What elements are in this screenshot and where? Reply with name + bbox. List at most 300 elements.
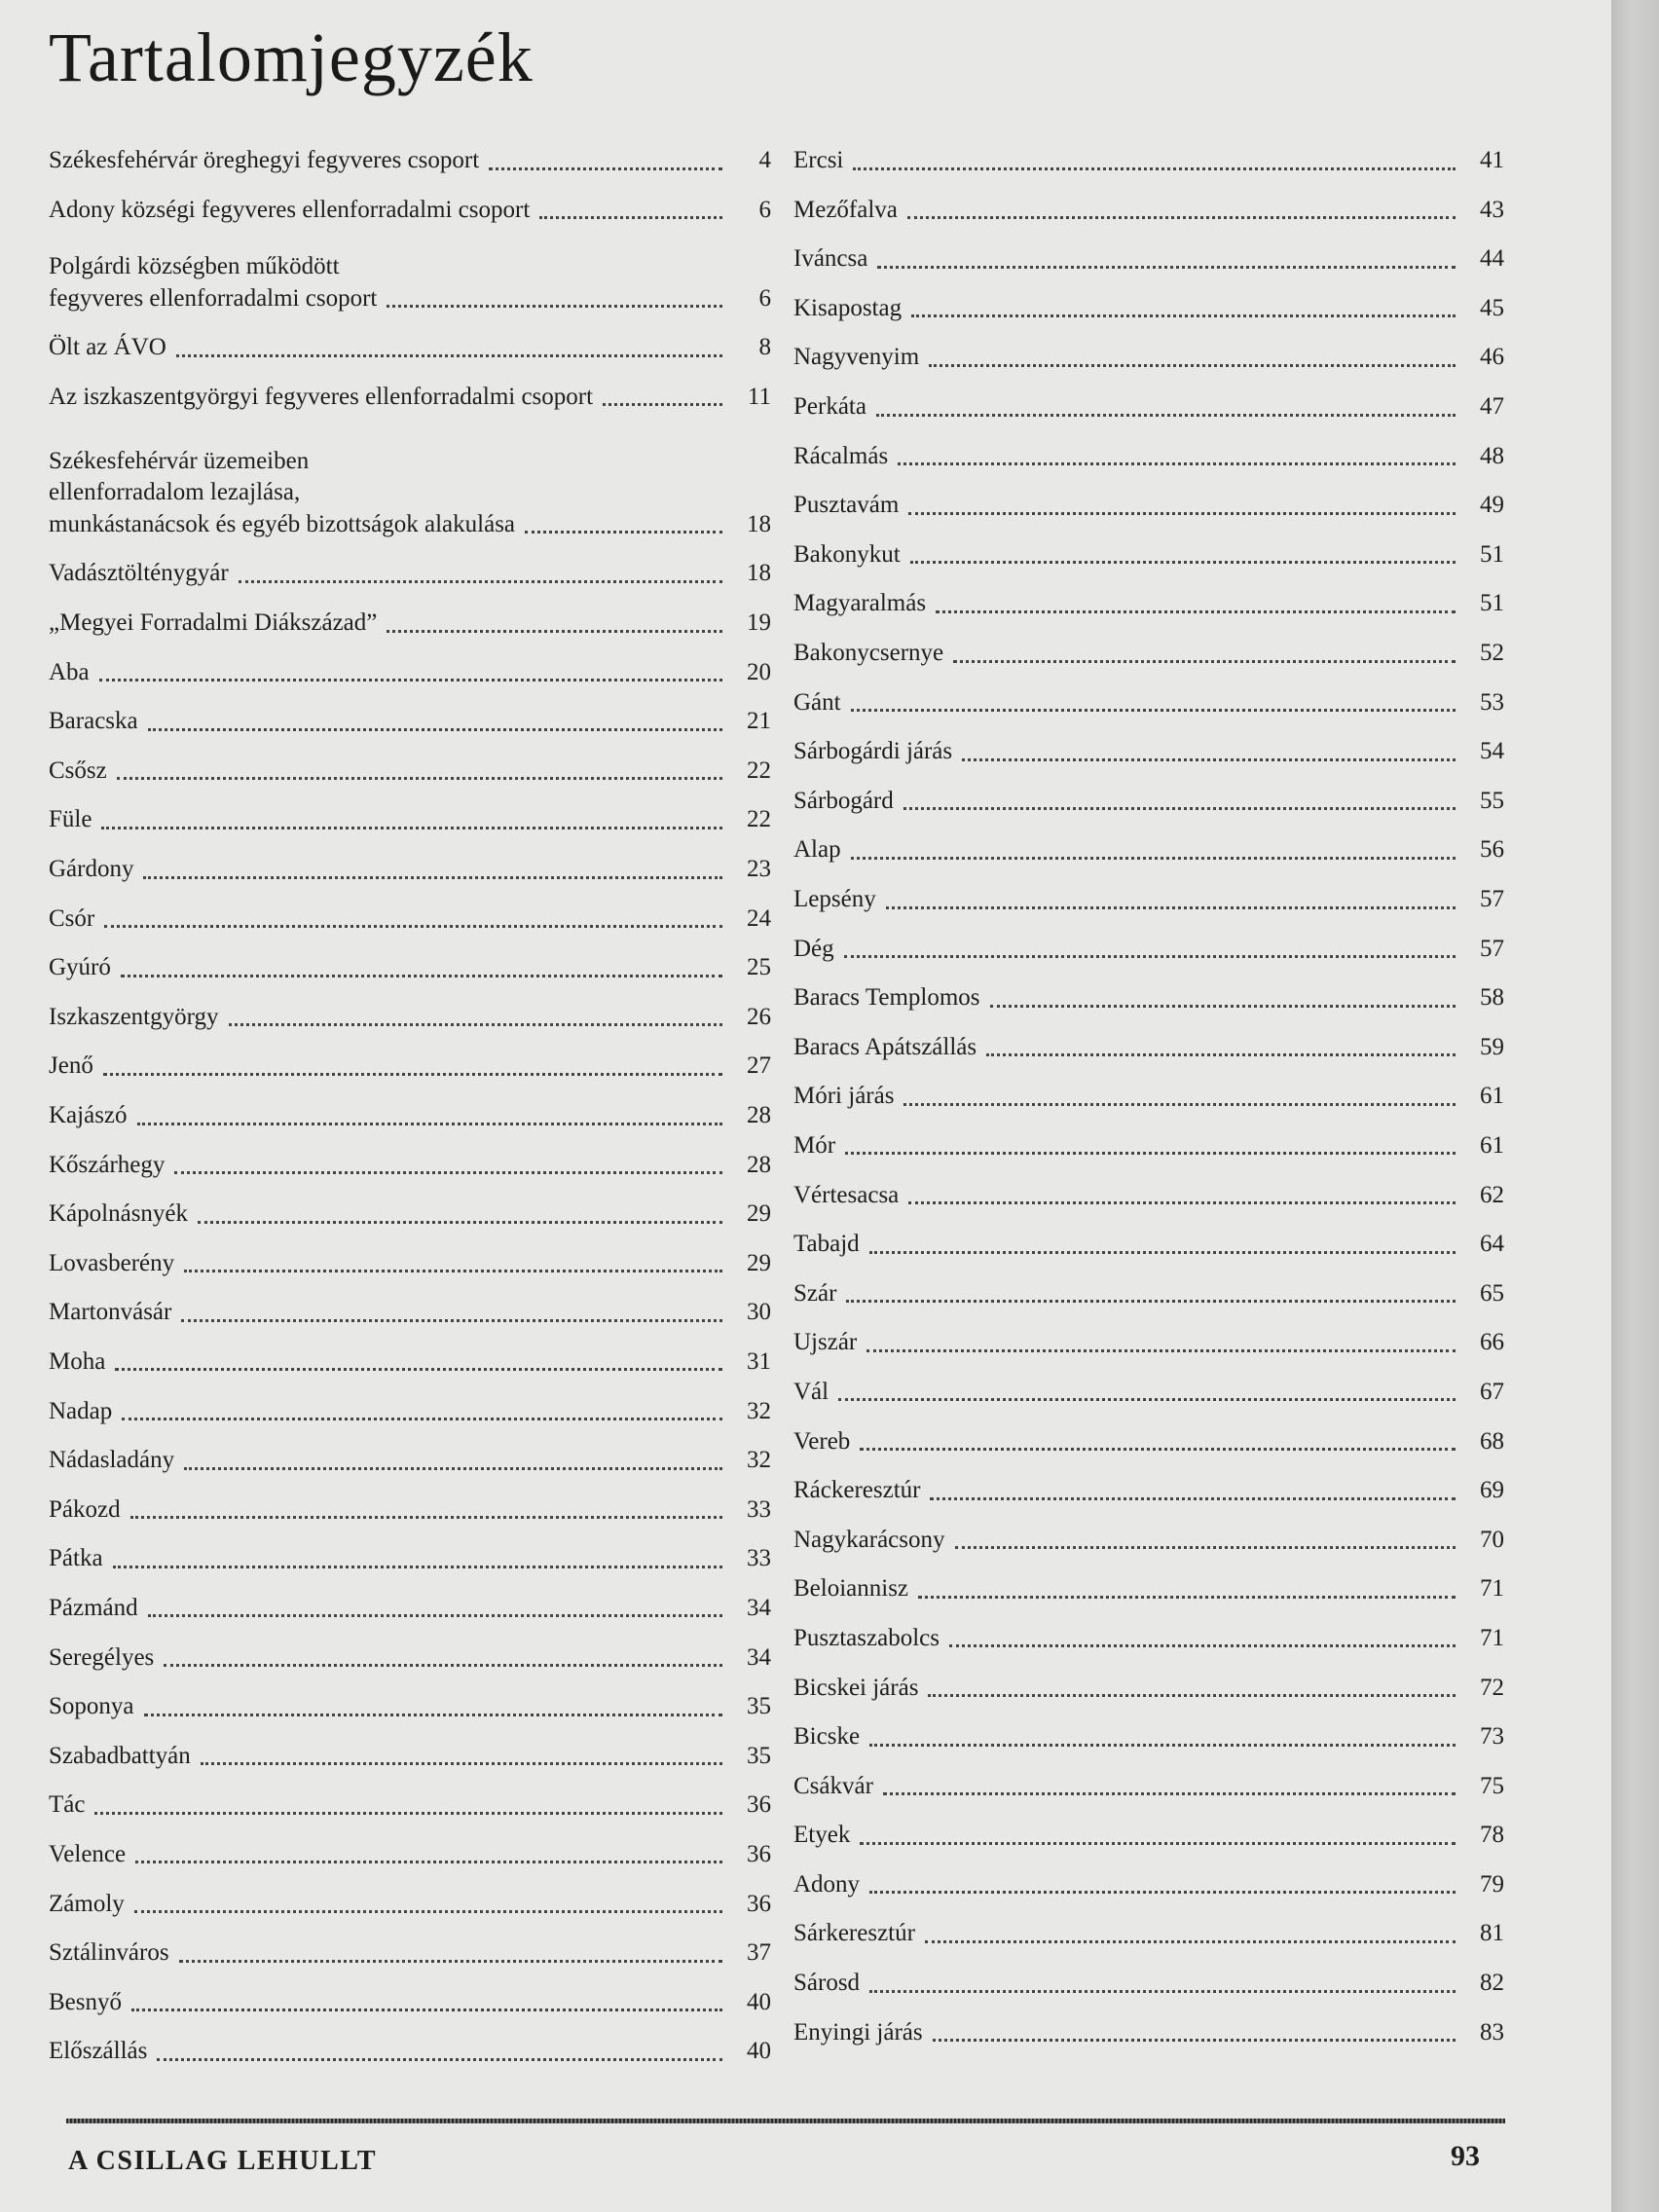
toc-entry-title: Polgárdi községben működött fegyveres ellenforradalmi csoport bbox=[49, 253, 378, 312]
toc-entry bbox=[49, 1239, 771, 1289]
dot-leader bbox=[869, 1990, 1456, 1993]
toc-entry bbox=[793, 1713, 1504, 1762]
dot-leader bbox=[877, 266, 1456, 269]
toc-entry-title: Gánt bbox=[793, 688, 841, 716]
dot-leader bbox=[860, 1842, 1456, 1845]
toc-right-column bbox=[793, 136, 1504, 2057]
dot-leader bbox=[176, 354, 722, 357]
toc-entry-title: Nádasladány bbox=[49, 1447, 175, 1474]
toc-entry-title: Kőszárhegy bbox=[49, 1151, 166, 1178]
dot-leader bbox=[851, 857, 1456, 860]
toc-entry-title: Beloiannisz bbox=[793, 1575, 909, 1603]
toc-entry-title: Csákvár bbox=[793, 1772, 873, 1799]
toc-entry-page: 27 bbox=[747, 1052, 771, 1080]
dot-leader bbox=[181, 1319, 722, 1322]
toc-entry-title: Mezőfalva bbox=[793, 196, 898, 223]
toc-entry-title: Ráckeresztúr bbox=[793, 1477, 921, 1504]
dot-leader bbox=[838, 1398, 1456, 1401]
toc-entry bbox=[793, 1565, 1504, 1614]
toc-entry-title: Sárosd bbox=[793, 1970, 861, 1997]
toc-entry bbox=[49, 1091, 771, 1141]
toc-entry-page: 71 bbox=[1480, 1624, 1504, 1651]
toc-entry bbox=[793, 826, 1504, 875]
toc-entry-page: 34 bbox=[747, 1643, 771, 1671]
toc-entry-page: 66 bbox=[1480, 1329, 1504, 1356]
toc-entry-title: Adony községi fegyveres ellenforradalmi csoport bbox=[49, 196, 531, 223]
toc-entry-page: 57 bbox=[1480, 935, 1504, 962]
dot-leader bbox=[908, 512, 1456, 515]
toc-entry-page: 75 bbox=[1480, 1772, 1504, 1799]
toc-entry bbox=[793, 1614, 1504, 1664]
toc-entry-title: Bicske bbox=[793, 1723, 861, 1751]
toc-entry bbox=[49, 1190, 771, 1239]
toc-entry-page: 47 bbox=[1480, 393, 1504, 421]
toc-entry-title: Baracs Apátszállás bbox=[793, 1033, 977, 1060]
dot-leader bbox=[903, 807, 1456, 810]
toc-entry-page: 33 bbox=[747, 1545, 771, 1572]
toc-entry-page: 23 bbox=[747, 856, 771, 883]
toc-entry-page: 73 bbox=[1480, 1723, 1504, 1751]
toc-entry bbox=[49, 1978, 771, 2028]
dot-leader bbox=[122, 1418, 722, 1420]
toc-entry-title: Móri járás bbox=[793, 1083, 895, 1110]
toc-entry-title: Csór bbox=[49, 904, 95, 932]
dot-leader bbox=[94, 1812, 722, 1815]
dot-leader bbox=[962, 758, 1456, 761]
toc-entry bbox=[793, 679, 1504, 728]
toc-entry-title: Baracska bbox=[49, 708, 138, 735]
toc-entry-title: Nadap bbox=[49, 1397, 113, 1424]
dot-leader bbox=[953, 660, 1456, 663]
toc-entry bbox=[793, 1959, 1504, 2009]
toc-entry bbox=[793, 1122, 1504, 1171]
toc-entry-page: 48 bbox=[1480, 442, 1504, 469]
toc-entry-page: 20 bbox=[747, 658, 771, 685]
toc-entry-title: Ercsi bbox=[793, 147, 844, 174]
dot-leader bbox=[115, 1368, 722, 1371]
toc-entry bbox=[793, 1220, 1504, 1270]
dot-leader bbox=[143, 876, 722, 879]
footer-book-title: A CSILLAG LEHULLT bbox=[68, 2146, 378, 2176]
dot-leader bbox=[908, 1201, 1456, 1204]
toc-entry bbox=[49, 186, 771, 236]
toc-entry-title: Sárkeresztúr bbox=[793, 1920, 915, 1947]
toc-entry-page: 40 bbox=[747, 2038, 771, 2065]
dot-leader bbox=[918, 1596, 1456, 1599]
toc-entry-title: Enyingi járás bbox=[793, 2018, 923, 2046]
dot-leader bbox=[99, 679, 722, 682]
toc-entry-page: 67 bbox=[1480, 1378, 1504, 1405]
toc-entry-page: 6 bbox=[758, 196, 771, 223]
toc-entry-page: 40 bbox=[747, 1988, 771, 2015]
toc-entry-title: Sárbogárd bbox=[793, 787, 894, 814]
toc-entry-page: 58 bbox=[1480, 984, 1504, 1012]
toc-entry-page: 45 bbox=[1480, 294, 1504, 321]
toc-entry-title: Sárbogárdi járás bbox=[793, 738, 953, 765]
toc-entry-title: Szabadbattyán bbox=[49, 1742, 191, 1769]
dot-leader bbox=[986, 1053, 1456, 1056]
toc-entry-page: 18 bbox=[747, 510, 771, 537]
toc-entry-page: 29 bbox=[747, 1249, 771, 1276]
toc-entry bbox=[49, 1288, 771, 1338]
toc-entry-title: Kisapostag bbox=[793, 294, 903, 321]
toc-entry-page: 79 bbox=[1480, 1870, 1504, 1898]
toc-entry bbox=[49, 422, 771, 549]
toc-entry-page: 59 bbox=[1480, 1033, 1504, 1060]
toc-entry-page: 57 bbox=[1480, 886, 1504, 912]
toc-entry-page: 64 bbox=[1480, 1231, 1504, 1258]
toc-entry-page: 68 bbox=[1480, 1427, 1504, 1455]
toc-entry bbox=[49, 1633, 771, 1682]
toc-entry-title: Vereb bbox=[793, 1427, 851, 1455]
toc-entry-title: Bakonycsernye bbox=[793, 640, 944, 667]
toc-entry-page: 35 bbox=[747, 1693, 771, 1720]
toc-entry bbox=[49, 845, 771, 895]
toc-entry-page: 30 bbox=[747, 1299, 771, 1326]
toc-entry-page: 69 bbox=[1480, 1477, 1504, 1504]
toc-entry-page: 53 bbox=[1480, 688, 1504, 716]
toc-entry-page: 36 bbox=[747, 1890, 771, 1917]
toc-entry bbox=[49, 1830, 771, 1880]
dot-leader bbox=[148, 728, 722, 731]
toc-entry-title: Perkáta bbox=[793, 393, 866, 421]
toc-entry-page: 44 bbox=[1480, 245, 1504, 273]
toc-entry-page: 36 bbox=[747, 1840, 771, 1867]
toc-entry-page: 49 bbox=[1480, 492, 1504, 519]
toc-entry bbox=[793, 1318, 1504, 1368]
toc-entry-title: Pusztaszabolcs bbox=[793, 1624, 940, 1651]
dot-leader bbox=[955, 1546, 1456, 1549]
dot-leader bbox=[489, 167, 722, 170]
dot-leader bbox=[949, 1644, 1456, 1647]
toc-entry-page: 43 bbox=[1480, 196, 1504, 223]
toc-entry-title: Füle bbox=[49, 806, 92, 833]
toc-entry-title: Moha bbox=[49, 1347, 106, 1375]
toc-entry-title: Bakonykut bbox=[793, 540, 901, 568]
toc-entry-title: Soponya bbox=[49, 1693, 134, 1720]
dot-leader bbox=[103, 1073, 722, 1076]
toc-entry bbox=[49, 697, 771, 747]
toc-entry bbox=[793, 579, 1504, 629]
toc-entry bbox=[49, 549, 771, 599]
dot-leader bbox=[539, 216, 722, 219]
toc-entry-title: Alap bbox=[793, 836, 841, 864]
dot-leader bbox=[148, 1614, 722, 1617]
toc-entry bbox=[49, 2027, 771, 2077]
toc-entry-page: 36 bbox=[747, 1791, 771, 1819]
toc-entry bbox=[793, 629, 1504, 679]
dot-leader bbox=[911, 314, 1456, 317]
toc-entry bbox=[793, 383, 1504, 432]
toc-entry-page: 25 bbox=[747, 954, 771, 981]
dot-leader bbox=[860, 1448, 1456, 1451]
dot-leader bbox=[134, 1910, 722, 1913]
toc-entry bbox=[49, 648, 771, 698]
dot-leader bbox=[239, 580, 722, 583]
footer-rule bbox=[66, 2119, 1505, 2123]
toc-entry bbox=[793, 777, 1504, 827]
toc-entry-title: Tabajd bbox=[793, 1231, 860, 1258]
toc-entry-title: Lovasberény bbox=[49, 1249, 175, 1276]
toc-entry bbox=[49, 599, 771, 648]
toc-entry-page: 31 bbox=[747, 1347, 771, 1375]
toc-entry-title: Magyaralmás bbox=[793, 590, 927, 617]
dot-leader bbox=[866, 1349, 1456, 1352]
toc-entry-page: 34 bbox=[747, 1594, 771, 1621]
toc-entry-title: Kápolnásnyék bbox=[49, 1200, 189, 1228]
toc-entry bbox=[793, 1861, 1504, 1910]
toc-entry-title: Gyúró bbox=[49, 954, 111, 981]
dot-leader bbox=[886, 906, 1456, 909]
toc-entry-title: Besnyő bbox=[49, 1988, 122, 2015]
toc-entry-page: 52 bbox=[1480, 640, 1504, 667]
dot-leader bbox=[101, 827, 722, 830]
dot-leader bbox=[929, 364, 1456, 367]
toc-entry bbox=[49, 795, 771, 845]
toc-entry-page: 32 bbox=[747, 1447, 771, 1474]
toc-entry-title: Etyek bbox=[793, 1822, 851, 1849]
toc-entry bbox=[793, 925, 1504, 975]
toc-entry-title: Gárdony bbox=[49, 856, 134, 883]
dot-leader bbox=[903, 1103, 1456, 1106]
toc-entry-page: 35 bbox=[747, 1742, 771, 1769]
toc-entry-page: 51 bbox=[1480, 540, 1504, 568]
toc-entry-page: 70 bbox=[1480, 1526, 1504, 1553]
toc-entry-title: Iváncsa bbox=[793, 245, 868, 273]
dot-leader bbox=[130, 1516, 722, 1519]
dot-leader bbox=[869, 1744, 1456, 1747]
dot-leader bbox=[184, 1270, 722, 1272]
toc-entry-title: Aba bbox=[49, 658, 90, 685]
dot-leader bbox=[121, 975, 722, 977]
toc-entry bbox=[793, 2009, 1504, 2058]
toc-entry bbox=[49, 1338, 771, 1387]
dot-leader bbox=[164, 1664, 722, 1667]
footer-page-number: 93 bbox=[1451, 2140, 1480, 2172]
toc-entry-page: 18 bbox=[747, 560, 771, 587]
toc-entry-title: Vadásztölténygyár bbox=[49, 560, 229, 587]
toc-entry-title: Seregélyes bbox=[49, 1643, 155, 1671]
toc-entry-title: Pákozd bbox=[49, 1495, 121, 1523]
toc-entry-title: Velence bbox=[49, 1840, 127, 1867]
toc-entry bbox=[793, 432, 1504, 482]
dot-leader bbox=[179, 1960, 722, 1963]
toc-entry-title: Iszkaszentgyörgy bbox=[49, 1003, 219, 1030]
dot-leader bbox=[898, 462, 1456, 465]
dot-leader bbox=[387, 630, 722, 633]
toc-entry bbox=[793, 136, 1504, 186]
toc-entry bbox=[49, 1732, 771, 1782]
toc-entry-page: 72 bbox=[1480, 1674, 1504, 1701]
toc-entry-title: Vértesacsa bbox=[793, 1181, 900, 1208]
dot-leader bbox=[869, 1891, 1456, 1894]
toc-entry-title: Nagykarácsony bbox=[793, 1526, 945, 1553]
toc-entry-page: 11 bbox=[747, 383, 771, 410]
toc-entry bbox=[793, 1811, 1504, 1861]
dot-leader bbox=[936, 610, 1456, 613]
toc-entry bbox=[49, 1781, 771, 1830]
toc-entry bbox=[49, 136, 771, 186]
toc-entry-title: Dég bbox=[793, 935, 834, 962]
toc-entry-title: Bicskei járás bbox=[793, 1674, 919, 1701]
toc-entry-page: 32 bbox=[747, 1397, 771, 1424]
dot-leader bbox=[990, 1005, 1456, 1008]
toc-entry-title: „Megyei Forradalmi Diákszázad” bbox=[49, 609, 378, 637]
toc-entry-page: 29 bbox=[747, 1200, 771, 1228]
toc-entry-page: 28 bbox=[747, 1102, 771, 1128]
toc-entry-title: Tác bbox=[49, 1791, 86, 1819]
toc-entry-title: Vál bbox=[793, 1378, 830, 1405]
toc-entry-title: Lepsény bbox=[793, 886, 876, 912]
toc-entry-page: 78 bbox=[1480, 1822, 1504, 1849]
dot-leader bbox=[910, 561, 1456, 564]
dot-leader bbox=[157, 2058, 722, 2061]
toc-entry-page: 65 bbox=[1480, 1279, 1504, 1307]
toc-entry-title: Nagyvenyim bbox=[793, 344, 920, 371]
dot-leader bbox=[845, 1152, 1456, 1155]
dot-leader bbox=[933, 2039, 1456, 2042]
toc-entry-page: 21 bbox=[747, 708, 771, 735]
dot-leader bbox=[104, 925, 722, 928]
dot-leader bbox=[137, 1123, 722, 1125]
dot-leader bbox=[846, 1300, 1456, 1303]
toc-entry-page: 82 bbox=[1480, 1970, 1504, 1997]
toc-entry bbox=[793, 284, 1504, 334]
toc-entry-title: Baracs Templomos bbox=[793, 984, 980, 1012]
dot-leader bbox=[603, 403, 722, 406]
toc-entry-page: 8 bbox=[758, 334, 771, 361]
book-gutter bbox=[1611, 0, 1659, 2212]
dot-leader bbox=[930, 1497, 1456, 1500]
toc-entry bbox=[793, 333, 1504, 383]
toc-entry-page: 55 bbox=[1480, 787, 1504, 814]
toc-entry bbox=[49, 747, 771, 796]
dot-leader bbox=[925, 1940, 1456, 1943]
dot-leader bbox=[928, 1694, 1456, 1697]
toc-entry bbox=[49, 323, 771, 373]
toc-entry bbox=[793, 727, 1504, 777]
toc-entry bbox=[49, 1486, 771, 1535]
toc-entry-title: Mór bbox=[793, 1131, 836, 1159]
dot-leader bbox=[198, 1221, 722, 1224]
toc-entry bbox=[793, 1170, 1504, 1220]
toc-entry-title: Rácalmás bbox=[793, 442, 889, 469]
toc-entry-page: 83 bbox=[1480, 2018, 1504, 2046]
toc-entry-page: 24 bbox=[747, 904, 771, 932]
toc-entry-page: 22 bbox=[747, 806, 771, 833]
toc-entry bbox=[49, 1682, 771, 1732]
toc-entry-title: Ölt az ÁVO bbox=[49, 334, 166, 361]
toc-entry-page: 54 bbox=[1480, 738, 1504, 765]
toc-entry-title: Pusztavám bbox=[793, 492, 900, 519]
toc-entry bbox=[793, 1368, 1504, 1418]
toc-entry bbox=[793, 1023, 1504, 1073]
toc-entry-page: 19 bbox=[747, 609, 771, 637]
toc-entry-page: 71 bbox=[1480, 1575, 1504, 1603]
toc-entry bbox=[49, 943, 771, 993]
dot-leader bbox=[907, 216, 1456, 219]
toc-entry bbox=[49, 1436, 771, 1486]
toc-entry-title: Szár bbox=[793, 1279, 837, 1307]
dot-leader bbox=[229, 1023, 723, 1026]
dot-leader bbox=[201, 1762, 722, 1765]
toc-entry bbox=[793, 1762, 1504, 1812]
toc-entry-title: Jenő bbox=[49, 1052, 93, 1080]
toc-entry bbox=[793, 1516, 1504, 1566]
toc-entry bbox=[49, 1141, 771, 1191]
toc-entry-title: Pátka bbox=[49, 1545, 103, 1572]
dot-leader bbox=[876, 414, 1456, 417]
toc-entry bbox=[793, 1663, 1504, 1713]
dot-leader bbox=[869, 1251, 1456, 1254]
toc-entry-page: 6 bbox=[758, 284, 771, 312]
dot-leader bbox=[113, 1566, 722, 1568]
toc-entry bbox=[49, 895, 771, 944]
toc-entry-title: Az iszkaszentgyörgyi fegyveres ellenforradalmi csoport bbox=[49, 383, 594, 410]
toc-entry-page: 81 bbox=[1480, 1920, 1504, 1947]
toc-entry bbox=[49, 993, 771, 1043]
toc-entry-page: 56 bbox=[1480, 836, 1504, 864]
toc-entry-title: Előszállás bbox=[49, 2038, 148, 2065]
toc-entry-page: 61 bbox=[1480, 1083, 1504, 1110]
toc-entry bbox=[793, 481, 1504, 531]
toc-entry bbox=[793, 875, 1504, 925]
dot-leader bbox=[117, 777, 722, 780]
toc-entry-title: Zámoly bbox=[49, 1890, 125, 1917]
toc-entry-title: Adony bbox=[793, 1870, 861, 1898]
toc-entry-page: 33 bbox=[747, 1495, 771, 1523]
toc-entry bbox=[49, 1929, 771, 1978]
toc-entry-page: 26 bbox=[747, 1003, 771, 1030]
toc-entry-title: Csősz bbox=[49, 756, 107, 784]
toc-entry-page: 28 bbox=[747, 1151, 771, 1178]
page-title: Tartalomjegyzék bbox=[49, 18, 534, 96]
toc-entry-page: 51 bbox=[1480, 590, 1504, 617]
toc-entry bbox=[49, 1584, 771, 1634]
toc-entry bbox=[793, 1909, 1504, 1959]
toc-entry-title: Sztálinváros bbox=[49, 1939, 169, 1967]
toc-entry-page: 61 bbox=[1480, 1131, 1504, 1159]
dot-leader bbox=[135, 1861, 722, 1863]
dot-leader bbox=[184, 1467, 722, 1470]
dot-leader bbox=[174, 1171, 722, 1174]
toc-entry-page: 4 bbox=[758, 147, 771, 174]
toc-entry bbox=[49, 1879, 771, 1929]
toc-left-column bbox=[49, 136, 771, 2077]
dot-leader bbox=[853, 167, 1456, 170]
toc-entry bbox=[793, 1466, 1504, 1516]
toc-entry-page: 37 bbox=[747, 1939, 771, 1967]
toc-entry bbox=[793, 1417, 1504, 1466]
toc-entry-page: 22 bbox=[747, 756, 771, 784]
toc-entry-page: 62 bbox=[1480, 1181, 1504, 1208]
dot-leader bbox=[131, 2009, 722, 2011]
dot-leader bbox=[525, 531, 722, 534]
dot-leader bbox=[144, 1714, 723, 1716]
toc-entry bbox=[49, 1042, 771, 1091]
toc-entry-title: Székesfehérvár öreghegyi fegyveres csoport bbox=[49, 147, 480, 174]
toc-entry bbox=[793, 1270, 1504, 1319]
toc-entry-title: Pázmánd bbox=[49, 1594, 138, 1621]
toc-entry bbox=[49, 1534, 771, 1584]
toc-entry bbox=[49, 235, 771, 323]
toc-entry-page: 41 bbox=[1480, 147, 1504, 174]
dot-leader bbox=[387, 305, 722, 308]
toc-entry bbox=[793, 186, 1504, 236]
dot-leader bbox=[851, 709, 1456, 712]
toc-entry bbox=[793, 531, 1504, 580]
toc-entry bbox=[793, 1072, 1504, 1122]
